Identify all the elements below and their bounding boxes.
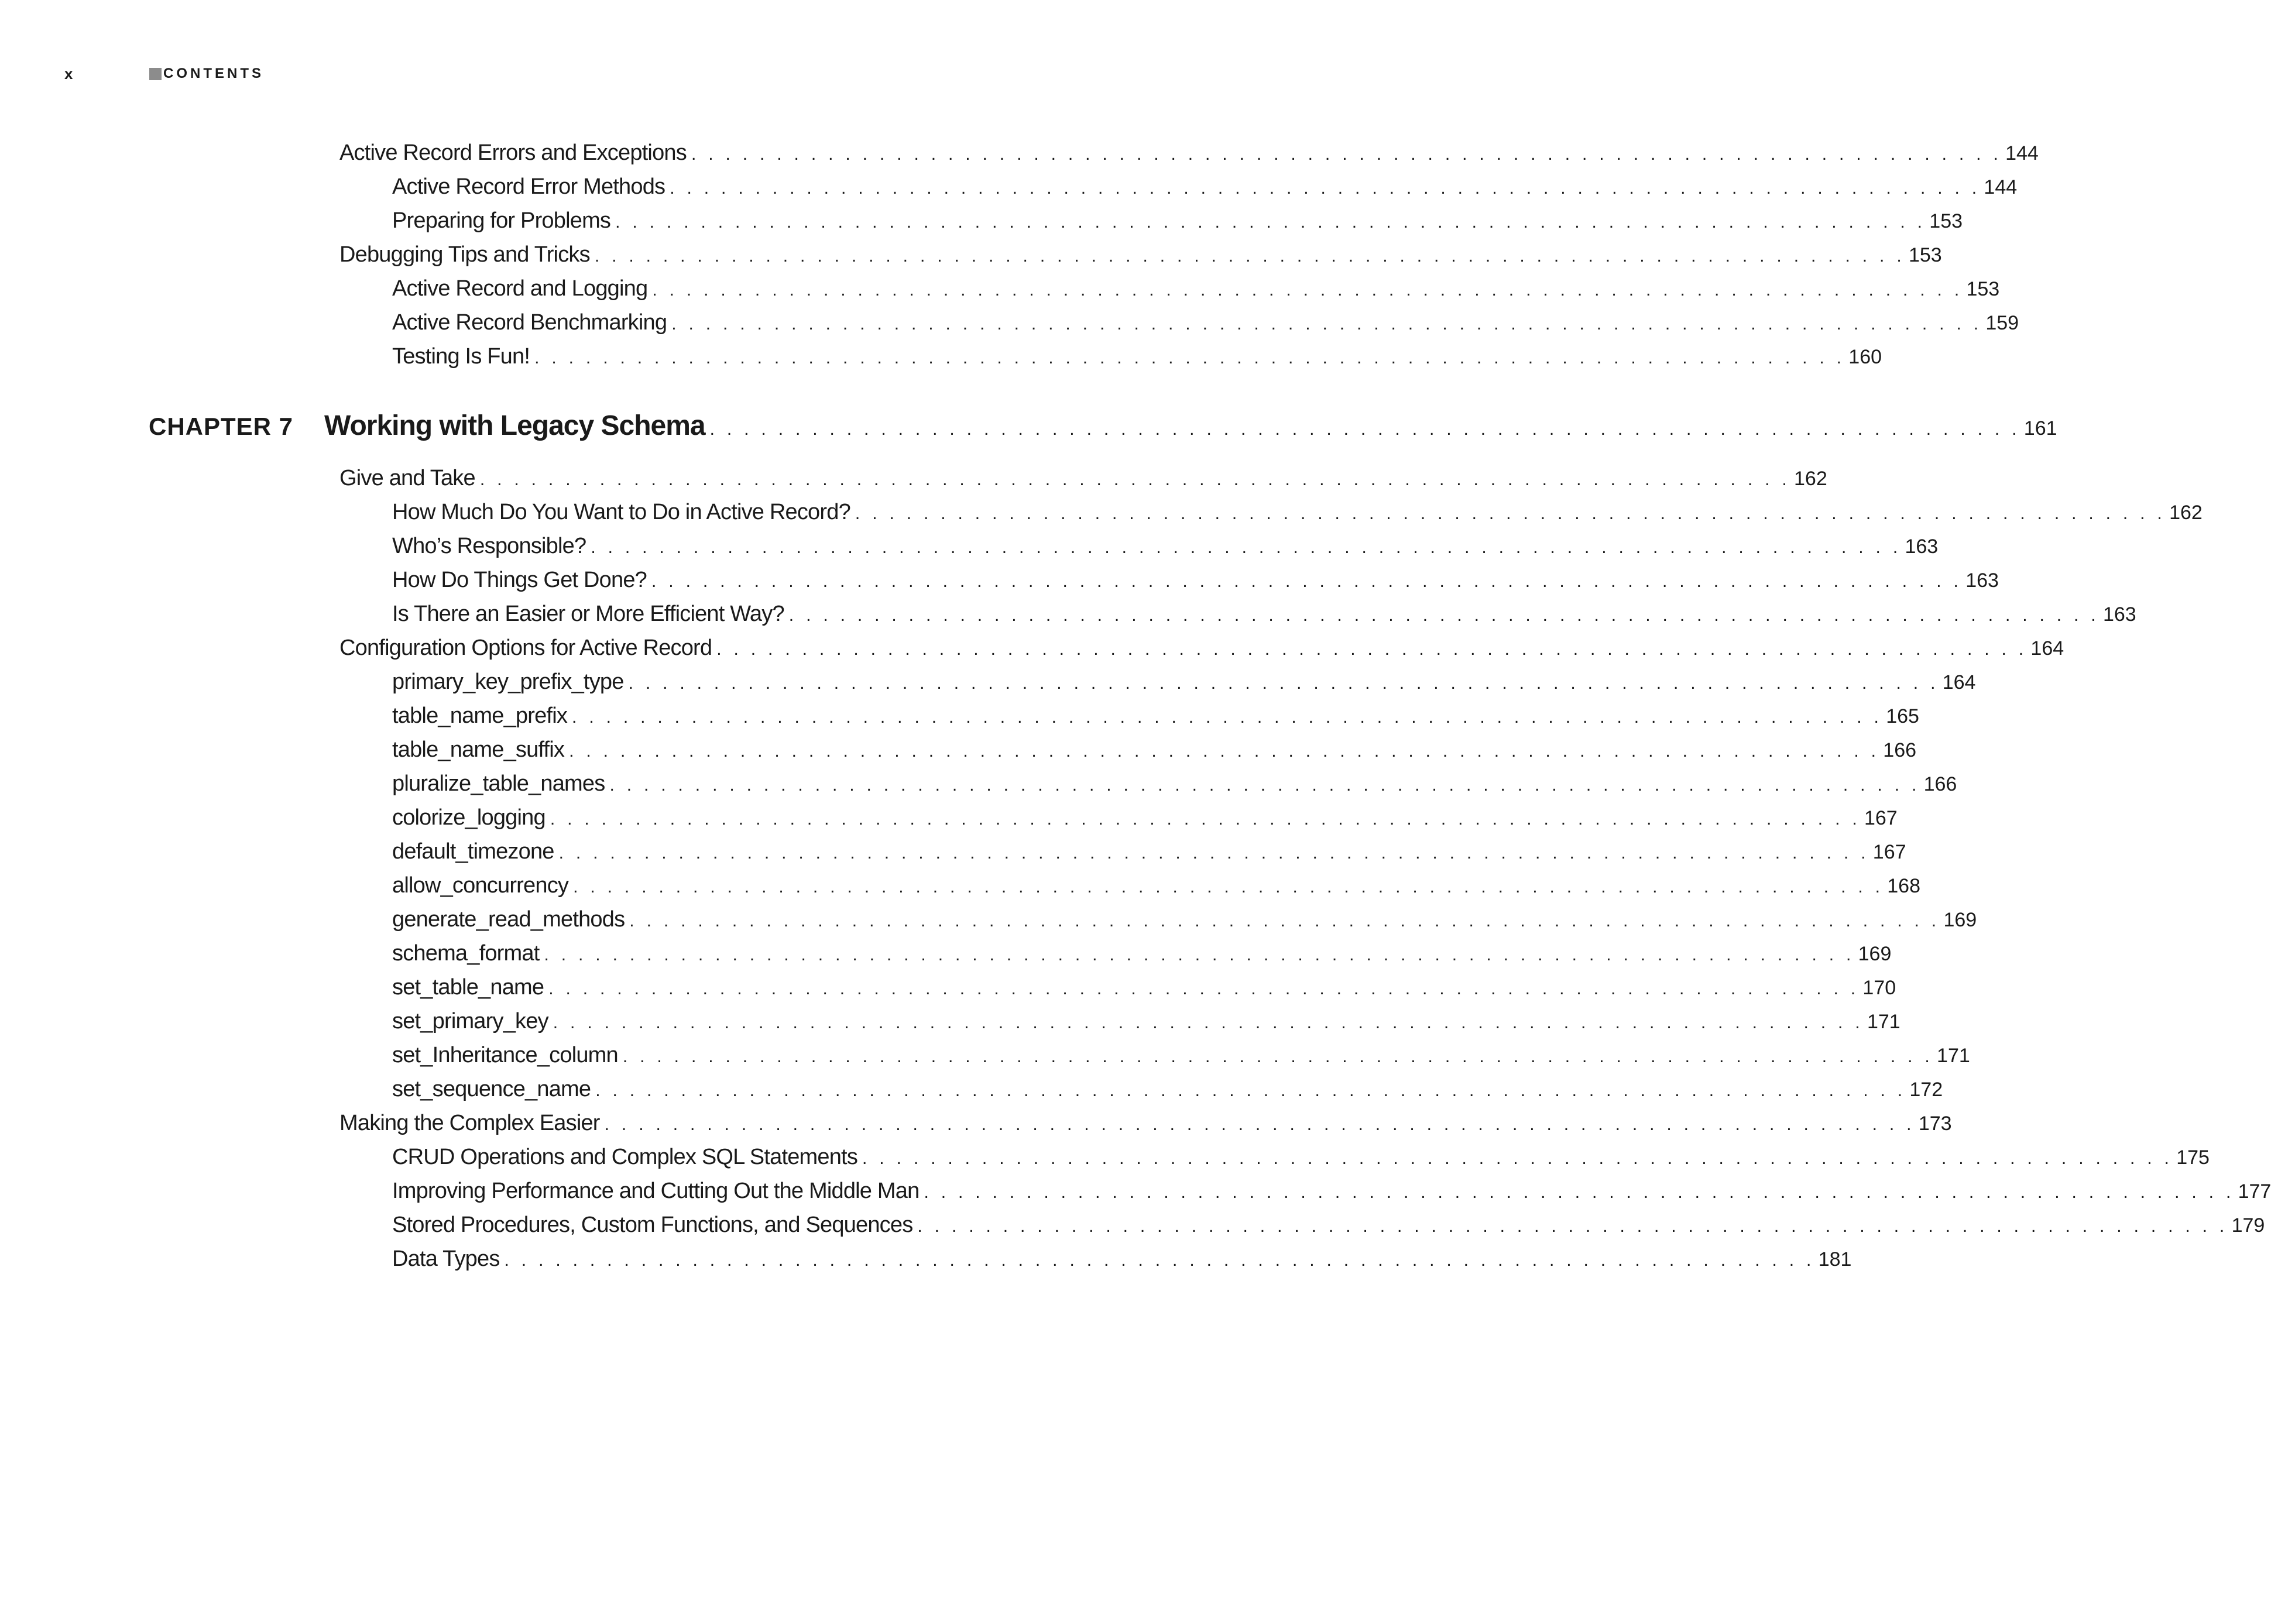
- toc-entry-title: default_timezone: [392, 839, 554, 864]
- toc-entry[interactable]: [392, 534, 1939, 559]
- toc-entry[interactable]: [392, 669, 1976, 695]
- toc-entry[interactable]: [392, 1009, 1900, 1034]
- dot-leader: . . . . . . . . . . . . . . . . . . . . . . . . . . . . . . . . . . . . . . . . . . . . . . . . . . . . . . . . . . . . . . . . . . . . . . . . . . . . .: [595, 1081, 1906, 1100]
- toc-entry-title: Active Record Error Methods: [392, 174, 665, 199]
- dot-leader: . . . . . . . . . . . . . . . . . . . . . . . . . . . . . . . . . . . . . . . . . . . . . . . . . . . . . . . . . . . . . . . . . . . . . . . . . . . . .: [628, 674, 1939, 693]
- toc-entry-title: Data Types: [392, 1247, 500, 1271]
- dot-leader: . . . . . . . . . . . . . . . . . . . . . . . . . . . . . . . . . . . . . . . . . . . . . . . . . . . . . . . . . . . . . . . . . . . . . . . . . . . . .: [534, 348, 1845, 368]
- toc-page-number: 153: [1966, 278, 2000, 300]
- toc-entry[interactable]: [339, 242, 1942, 267]
- toc-page-number: 163: [2102, 603, 2136, 626]
- chapter-title: Working with Legacy Schema: [324, 410, 705, 441]
- toc-page-number: 169: [1858, 943, 1892, 965]
- toc-page-number: 160: [1848, 346, 1882, 368]
- dot-leader: . . . . . . . . . . . . . . . . . . . . . . . . . . . . . . . . . . . . . . . . . . . . . . . . . . . . . . . . . . . . . . . . . . . . . . . . . . . . .: [572, 708, 1883, 727]
- toc-page-number: 167: [1872, 841, 1906, 863]
- toc-page-number: 166: [1883, 739, 1917, 761]
- chapter-heading[interactable]: [147, 410, 2057, 442]
- dot-leader: . . . . . . . . . . . . . . . . . . . . . . . . . . . . . . . . . . . . . . . . . . . . . . . . . . . . . . . . . . . . . . . . . . . . . . . . . . . . .: [716, 640, 2028, 659]
- toc-entry[interactable]: [392, 1213, 2265, 1238]
- dot-leader: . . . . . . . . . . . . . . . . . . . . . . . . . . . . . . . . . . . . . . . . . . . . . . . . . . . . . . . . . . . . . . . . . . . . . . . . . . . . .: [652, 280, 1963, 300]
- toc-page-number: 181: [1818, 1248, 1852, 1271]
- toc-entry[interactable]: [339, 140, 2039, 166]
- toc-entry-title: Is There an Easier or More Efficient Way?: [392, 602, 784, 626]
- toc-entry-title: set_Inheritance_column: [392, 1043, 618, 1067]
- toc-entry[interactable]: [392, 703, 1919, 729]
- toc-page-number: 164: [1942, 671, 1976, 693]
- toc-page-number: 171: [1867, 1011, 1900, 1033]
- running-head: [64, 63, 264, 84]
- square-marker-icon: [149, 68, 162, 80]
- toc-entry[interactable]: [392, 839, 1906, 864]
- dot-leader: . . . . . . . . . . . . . . . . . . . . . . . . . . . . . . . . . . . . . . . . . . . . . . . . . . . . . . . . . . . . . . . . . . . . . . . . . . . . .: [573, 877, 1884, 897]
- toc-entry[interactable]: [392, 344, 1882, 369]
- dot-leader: . . . . . . . . . . . . . . . . . . . . . . . . . . . . . . . . . . . . . . . . . . . . . . . . . . . . . . . . . . . . . . . . . . . . . . . . . . . . .: [924, 1183, 2235, 1202]
- toc-entry-title: Active Record Errors and Exceptions: [339, 140, 687, 165]
- toc-entry-title: generate_read_methods: [392, 907, 625, 932]
- toc-page-number: 169: [1943, 909, 1977, 931]
- dot-leader: . . . . . . . . . . . . . . . . . . . . . . . . . . . . . . . . . . . . . . . . . . . . . . . . . . . . . . . . . . . . . . . . . . . . . . . . . . . . .: [917, 1217, 2228, 1236]
- dot-leader: . . . . . . . . . . . . . . . . . . . . . . . . . . . . . . . . . . . . . . . . . . . . . . . . . . . . . . . . . . . . . . . . . . . . . . . . . . . . .: [544, 945, 1855, 964]
- toc-entry[interactable]: [392, 1145, 2210, 1170]
- toc-entry-title: Debugging Tips and Tricks: [339, 242, 590, 267]
- toc-entry-title: How Much Do You Want to Do in Active Record?: [392, 500, 850, 524]
- dot-leader: . . . . . . . . . . . . . . . . . . . . . . . . . . . . . . . . . . . . . . . . . . . . . . . . . . . . . . . . . . . . . . . . . . . . . . . . . . . . .: [615, 212, 1926, 232]
- toc-entry[interactable]: [392, 174, 2018, 200]
- dot-leader: . . . . . . . . . . . . . . . . . . . . . . . . . . . . . . . . . . . . . . . . . . . . . . . . . . . . . . . . . . . . . . . . . . . . . . . . . . . . .: [479, 470, 1790, 489]
- toc-page-number: 163: [1965, 569, 1999, 592]
- toc-entry-title: table_name_prefix: [392, 703, 568, 728]
- toc-entry-title: set_table_name: [392, 975, 544, 1000]
- dot-leader: . . . . . . . . . . . . . . . . . . . . . . . . . . . . . . . . . . . . . . . . . . . . . . . . . . . . . . . . . . . . . . . . . . . . . . . . . . . . .: [550, 809, 1861, 829]
- toc-page-number: 173: [1918, 1113, 1952, 1135]
- toc-entry-title: Making the Complex Easier: [339, 1111, 600, 1135]
- toc-page-number: 164: [2030, 637, 2064, 660]
- toc-entry-title: Active Record Benchmarking: [392, 310, 667, 335]
- dot-leader: . . . . . . . . . . . . . . . . . . . . . . . . . . . . . . . . . . . . . . . . . . . . . . . . . . . . . . . . . . . . . . . . . . . . . . . . . . . . .: [622, 1047, 1934, 1066]
- toc-entry[interactable]: [392, 500, 2203, 525]
- dot-leader: . . . . . . . . . . . . . . . . . . . . . . . . . . . . . . . . . . . . . . . . . . . . . . . . . . . . . . . . . . . . . . . . . . . . . . . . . . . . .: [591, 538, 1902, 557]
- dot-leader: . . . . . . . . . . . . . . . . . . . . . . . . . . . . . . . . . . . . . . . . . . . . . . . . . . . . . . . . . . . . . . . . . . . . . . . . . . . . .: [609, 775, 1920, 795]
- toc-entry-title: set_primary_key: [392, 1009, 548, 1034]
- toc-page-number: 167: [1864, 807, 1898, 829]
- toc-entry[interactable]: [392, 310, 2019, 335]
- toc-entry[interactable]: [392, 1179, 2271, 1204]
- dot-leader: . . . . . . . . . . . . . . . . . . . . . . . . . . . . . . . . . . . . . . . . . . . . . . . . . . . . . . . . . . . . . . . . . . . . . . . . . . . . .: [558, 843, 1869, 863]
- toc-entry[interactable]: [392, 568, 1999, 593]
- toc-page-number: 165: [1886, 705, 1919, 727]
- toc-page-number: 162: [2169, 502, 2203, 524]
- toc-entry[interactable]: [392, 276, 2000, 301]
- toc-page-number: 172: [1909, 1079, 1943, 1101]
- toc-page-number: 161: [2023, 417, 2057, 440]
- page-folio: x: [64, 64, 73, 83]
- toc-page-number: 153: [1908, 244, 1942, 266]
- chapter-label: CHAPTER 7: [149, 413, 294, 440]
- toc-page-number: 162: [1794, 468, 1827, 490]
- toc-page-number: 153: [1929, 210, 1963, 232]
- toc-entry-title: colorize_logging: [392, 805, 546, 830]
- toc-entry[interactable]: [392, 1247, 1852, 1272]
- toc-page-number: 179: [2231, 1214, 2265, 1237]
- toc-page-number: 159: [1985, 312, 2019, 334]
- toc-entry[interactable]: [392, 602, 2136, 627]
- toc-page-number: 177: [2238, 1180, 2271, 1203]
- toc-entry-title: CRUD Operations and Complex SQL Statements: [392, 1145, 858, 1169]
- toc-entry[interactable]: [392, 975, 1896, 1000]
- toc-page-number: 166: [1923, 773, 1957, 795]
- toc-entry[interactable]: [392, 737, 1917, 763]
- dot-leader: . . . . . . . . . . . . . . . . . . . . . . . . . . . . . . . . . . . . . . . . . . . . . . . . . . . . . . . . . . . . . . . . . . . . . . . . . . . . .: [548, 979, 1860, 998]
- dot-leader: . . . . . . . . . . . . . . . . . . . . . . . . . . . . . . . . . . . . . . . . . . . . . . . . . . . . . . . . . . . . . . . . . . . . . . . . . . . . .: [651, 572, 1963, 591]
- toc-entry-title: Improving Performance and Cutting Out the Middle Man: [392, 1179, 920, 1203]
- toc-entry-title: Configuration Options for Active Record: [339, 636, 712, 660]
- toc-entry[interactable]: [339, 1111, 1952, 1136]
- toc-entry-title: Active Record and Logging: [392, 276, 648, 301]
- toc-entry-title: Who’s Responsible?: [392, 534, 586, 558]
- dot-leader: . . . . . . . . . . . . . . . . . . . . . . . . . . . . . . . . . . . . . . . . . . . . . . . . . . . . . . . . . . . . . . . . . . . . . . . . . . . . .: [553, 1013, 1864, 1032]
- toc-entry-title: Preparing for Problems: [392, 208, 611, 233]
- toc-entry[interactable]: [392, 1043, 1970, 1068]
- toc-page-number: 170: [1862, 977, 1896, 999]
- toc-page-number: 144: [2005, 142, 2039, 164]
- dot-leader: . . . . . . . . . . . . . . . . . . . . . . . . . . . . . . . . . . . . . . . . . . . . . . . . . . . . . . . . . . . . . . . . . . . . . . . . . . . . .: [569, 741, 1880, 761]
- toc-entry-title: allow_concurrency: [392, 873, 569, 898]
- toc-entry[interactable]: [392, 1077, 1943, 1102]
- dot-leader: . . . . . . . . . . . . . . . . . . . . . . . . . . . . . . . . . . . . . . . . . . . . . . . . . . . . . . . . . . . . . . . . . . . . . . . . . . . . .: [504, 1251, 1815, 1270]
- dot-leader: . . . . . . . . . . . . . . . . . . . . . . . . . . . . . . . . . . . . . . . . . . . . . . . . . . . . . . . . . . . . . . . . . . . . . . . . . . . . .: [629, 911, 1940, 931]
- toc-page-number: 144: [1984, 176, 2018, 198]
- toc-entry-title: Testing Is Fun!: [392, 344, 530, 369]
- dot-leader: . . . . . . . . . . . . . . . . . . . . . . . . . . . . . . . . . . . . . . . . . . . . . . . . . . . . . . . . . . . . . . . . . . . . . . . . . . . . .: [594, 246, 1905, 266]
- toc-entry[interactable]: [392, 907, 1977, 932]
- running-head-title: CONTENTS: [163, 66, 264, 81]
- toc-entry-title: table_name_suffix: [392, 737, 565, 762]
- toc-page-number: 175: [2176, 1146, 2210, 1169]
- toc-page-number: 163: [1905, 535, 1939, 558]
- toc-entry[interactable]: [392, 941, 1892, 966]
- dot-leader: . . . . . . . . . . . . . . . . . . . . . . . . . . . . . . . . . . . . . . . . . . . . . . . . . . . . . . . . . . . . . . . . . . . . . . . . . . . . .: [604, 1115, 1915, 1134]
- dot-leader: . . . . . . . . . . . . . . . . . . . . . . . . . . . . . . . . . . . . . . . . . . . . . . . . . . . . . . . . . . . . . . . . . . . . . . . . . . . . .: [855, 504, 2166, 523]
- dot-leader: . . . . . . . . . . . . . . . . . . . . . . . . . . . . . . . . . . . . . . . . . . . . . . . . . . . . . . . . . . . . . . . . . . . . . . . . . . . . .: [671, 314, 1982, 334]
- toc-entry-title: primary_key_prefix_type: [392, 669, 624, 694]
- dot-leader: . . . . . . . . . . . . . . . . . . . . . . . . . . . . . . . . . . . . . . . . . . . . . . . . . . . . . . . . . . . . . . . . . . . . . . . . . . . . .: [788, 606, 2100, 625]
- dot-leader: . . . . . . . . . . . . . . . . . . . . . . . . . . . . . . . . . . . . . . . . . . . . . . . . . . . . . . . . . . . . . . . . . . . . . . . . . . . . .: [691, 145, 2002, 164]
- dot-leader: . . . . . . . . . . . . . . . . . . . . . . . . . . . . . . . . . . . . . . . . . . . . . . . . . . . . . . . . . . . . . . . . . . . . . . . . . . . . .: [862, 1149, 2173, 1168]
- toc-entry-title: schema_format: [392, 941, 540, 966]
- toc-page-number: 171: [1937, 1045, 1970, 1067]
- toc-entry[interactable]: [392, 208, 1963, 234]
- dot-leader: . . . . . . . . . . . . . . . . . . . . . . . . . . . . . . . . . . . . . . . . . . . . . . . . . . . . . . . . . . . . . . . . . . . . . . . . . . . . .: [670, 178, 1981, 198]
- toc-entry-title: Stored Procedures, Custom Functions, and Sequences: [392, 1213, 913, 1237]
- dot-leader: . . . . . . . . . . . . . . . . . . . . . . . . . . . . . . . . . . . . . . . . . . . . . . . . . . . . . . . . . . . . . . . . . . . . . . . . . . . . .: [709, 420, 2020, 439]
- toc-entry[interactable]: [392, 873, 1920, 898]
- toc-entry-title: Give and Take: [339, 466, 475, 490]
- toc-entry[interactable]: [392, 805, 1898, 830]
- toc-page-number: 168: [1887, 875, 1920, 897]
- toc-entry[interactable]: [339, 466, 1827, 491]
- toc-entry-title: pluralize_table_names: [392, 771, 605, 796]
- toc-entry-title: How Do Things Get Done?: [392, 568, 647, 592]
- toc-entry-title: set_sequence_name: [392, 1077, 591, 1101]
- toc-entry[interactable]: [339, 636, 2064, 661]
- toc-entry[interactable]: [392, 771, 1957, 796]
